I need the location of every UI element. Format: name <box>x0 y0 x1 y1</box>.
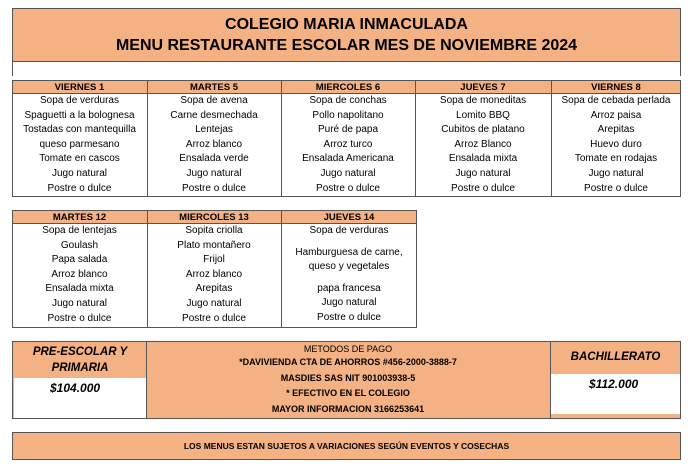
payment-methods <box>148 343 548 418</box>
menu-item: Papa salada <box>51 254 108 266</box>
menu-item: Jugo natural <box>588 167 644 179</box>
divider <box>12 80 13 197</box>
preschool-price: $104.000 <box>50 381 101 395</box>
divider <box>12 196 681 197</box>
menu-item: Jugo natural <box>321 297 377 309</box>
day-menu <box>12 94 147 196</box>
payment-line: MAYOR INFORMACION 3166253641 <box>271 403 425 414</box>
day-menu <box>147 94 281 196</box>
menu-item: Lomito BBQ <box>456 109 510 121</box>
menu-item: Pollo napolitano <box>312 109 384 121</box>
payment-line: * EFECTIVO EN EL COLEGIO <box>286 388 410 398</box>
menu-item: Sopa de verduras <box>309 225 389 236</box>
day-header: MARTES 12 <box>12 210 147 224</box>
menu-item: Arepitas <box>597 124 635 136</box>
preschool-price-cell <box>14 342 147 418</box>
menu-item: Postre o dulce <box>47 312 112 324</box>
menu-item: Jugo natural <box>51 167 108 179</box>
day-header: MIERCOLES 13 <box>147 210 281 224</box>
divider <box>12 210 13 328</box>
menu-item: Jugo natural <box>186 297 242 309</box>
menu-item: Ensalada mixta <box>45 283 114 295</box>
payment-line: *DAVIVIENDA CTA DE AHORROS #456-2000-3888-7 <box>239 357 457 367</box>
day-menu <box>12 224 147 326</box>
menu-item: Jugo natural <box>186 167 242 179</box>
divider <box>147 80 148 197</box>
menu-item: Arroz blanco <box>185 138 243 150</box>
menu-item: Sopa de lentejas <box>42 225 117 236</box>
menu-disclaimer: LOS MENUS ESTAN SUJETOS A VARIACIONES SEGÚN EVENTOS Y COSECHAS <box>12 432 681 460</box>
menu-item: Postre o dulce <box>451 182 515 194</box>
menu-header <box>12 8 681 62</box>
divider <box>680 80 681 197</box>
preschool-label: PRIMARIA <box>51 362 109 374</box>
menu-item: Sopa de cebada perlada <box>561 95 671 106</box>
menu-item: queso y vegetales <box>308 260 390 272</box>
day-header: JUEVES 7 <box>415 80 551 94</box>
menu-item: Plato montañero <box>177 239 251 251</box>
menu-item: Ensalada verde <box>179 153 249 165</box>
day-menu <box>147 224 281 326</box>
menu-item: Arepitas <box>195 283 233 295</box>
menu-item: Cubitos de platano <box>441 124 525 136</box>
menu-item: queso parmesano <box>39 138 120 150</box>
menu-item: Arroz blanco <box>51 268 108 280</box>
menu-item: Lentejas <box>195 124 233 136</box>
day-header: MARTES 5 <box>147 80 281 94</box>
week1-table <box>12 80 681 197</box>
menu-item: Postre o dulce <box>182 182 246 194</box>
menu-item: Postre o dulce <box>47 182 112 194</box>
menu-item: Sopa de avena <box>180 95 248 106</box>
preschool-label: PRE-ESCOLAR Y <box>32 346 128 358</box>
menu-item: Sopa de conchas <box>309 95 387 106</box>
spacer-band <box>12 62 681 76</box>
menu-item: Sopa de moneditas <box>439 95 527 106</box>
menu-item: Jugo natural <box>455 167 511 179</box>
payment-title: METODOS DE PAGO <box>303 344 393 354</box>
day-header: VIERNES 8 <box>551 80 681 94</box>
divider <box>551 80 552 197</box>
day-header: JUEVES 14 <box>281 210 417 224</box>
bachillerato-label: BACHILLERATO <box>570 351 661 363</box>
menu-item: Goulash <box>60 239 99 251</box>
menu-item: Arroz paisa <box>590 109 642 121</box>
menu-item: Puré de papa <box>317 124 379 136</box>
menu-item: Tomate en rodajas <box>574 153 658 165</box>
day-menu <box>281 224 417 325</box>
menu-item: Arroz turco <box>323 138 373 150</box>
menu-item: Postre o dulce <box>317 311 381 323</box>
menu-item: Jugo natural <box>51 297 108 309</box>
menu-item: Ensalada Americana <box>302 153 394 165</box>
menu-item: Tomate en cascos <box>39 153 120 165</box>
bachillerato-price-cell <box>550 342 680 418</box>
divider <box>12 327 417 328</box>
day-menu <box>281 94 415 196</box>
menu-item: Huevo duro <box>590 138 642 150</box>
day-header: VIERNES 1 <box>12 80 147 94</box>
menu-item: Postre o dulce <box>182 312 246 324</box>
menu-item: Frijol <box>203 254 225 266</box>
menu-item: papa francesa <box>317 282 381 294</box>
menu-item: Jugo natural <box>320 167 376 179</box>
menu-item: Sopa de verduras <box>40 95 119 106</box>
divider <box>147 210 148 328</box>
menu-item: Tostadas con mantequilla <box>23 124 136 136</box>
menu-item: Carne desmechada <box>170 109 258 121</box>
day-header: MIERCOLES 6 <box>281 80 415 94</box>
menu-item: Arroz Blanco <box>454 138 512 150</box>
menu-item: Postre o dulce <box>316 182 380 194</box>
menu-item: Sopita criolla <box>185 225 243 236</box>
divider <box>281 210 282 328</box>
menu-item: Postre o dulce <box>584 182 648 194</box>
payment-line: MASDIES SAS NIT 901003938-5 <box>280 372 416 383</box>
divider <box>281 80 282 197</box>
divider <box>415 80 416 197</box>
menu-item: Ensalada mixta <box>448 153 518 165</box>
day-menu <box>551 94 681 196</box>
week2-table <box>12 210 417 328</box>
menu-title: MENU RESTAURANTE ESCOLAR MES DE NOVIEMBRE 2024 <box>115 37 578 54</box>
menu-item: Hamburguesa de carne, <box>295 246 403 258</box>
bachillerato-price: $112.000 <box>589 377 639 391</box>
school-name: COLEGIO MARIA INMACULADA <box>225 16 468 33</box>
divider <box>416 210 417 328</box>
menu-item: Arroz blanco <box>185 268 243 280</box>
day-menu <box>415 94 551 196</box>
menu-item: Spaguetti a la bolognesa <box>24 109 135 121</box>
